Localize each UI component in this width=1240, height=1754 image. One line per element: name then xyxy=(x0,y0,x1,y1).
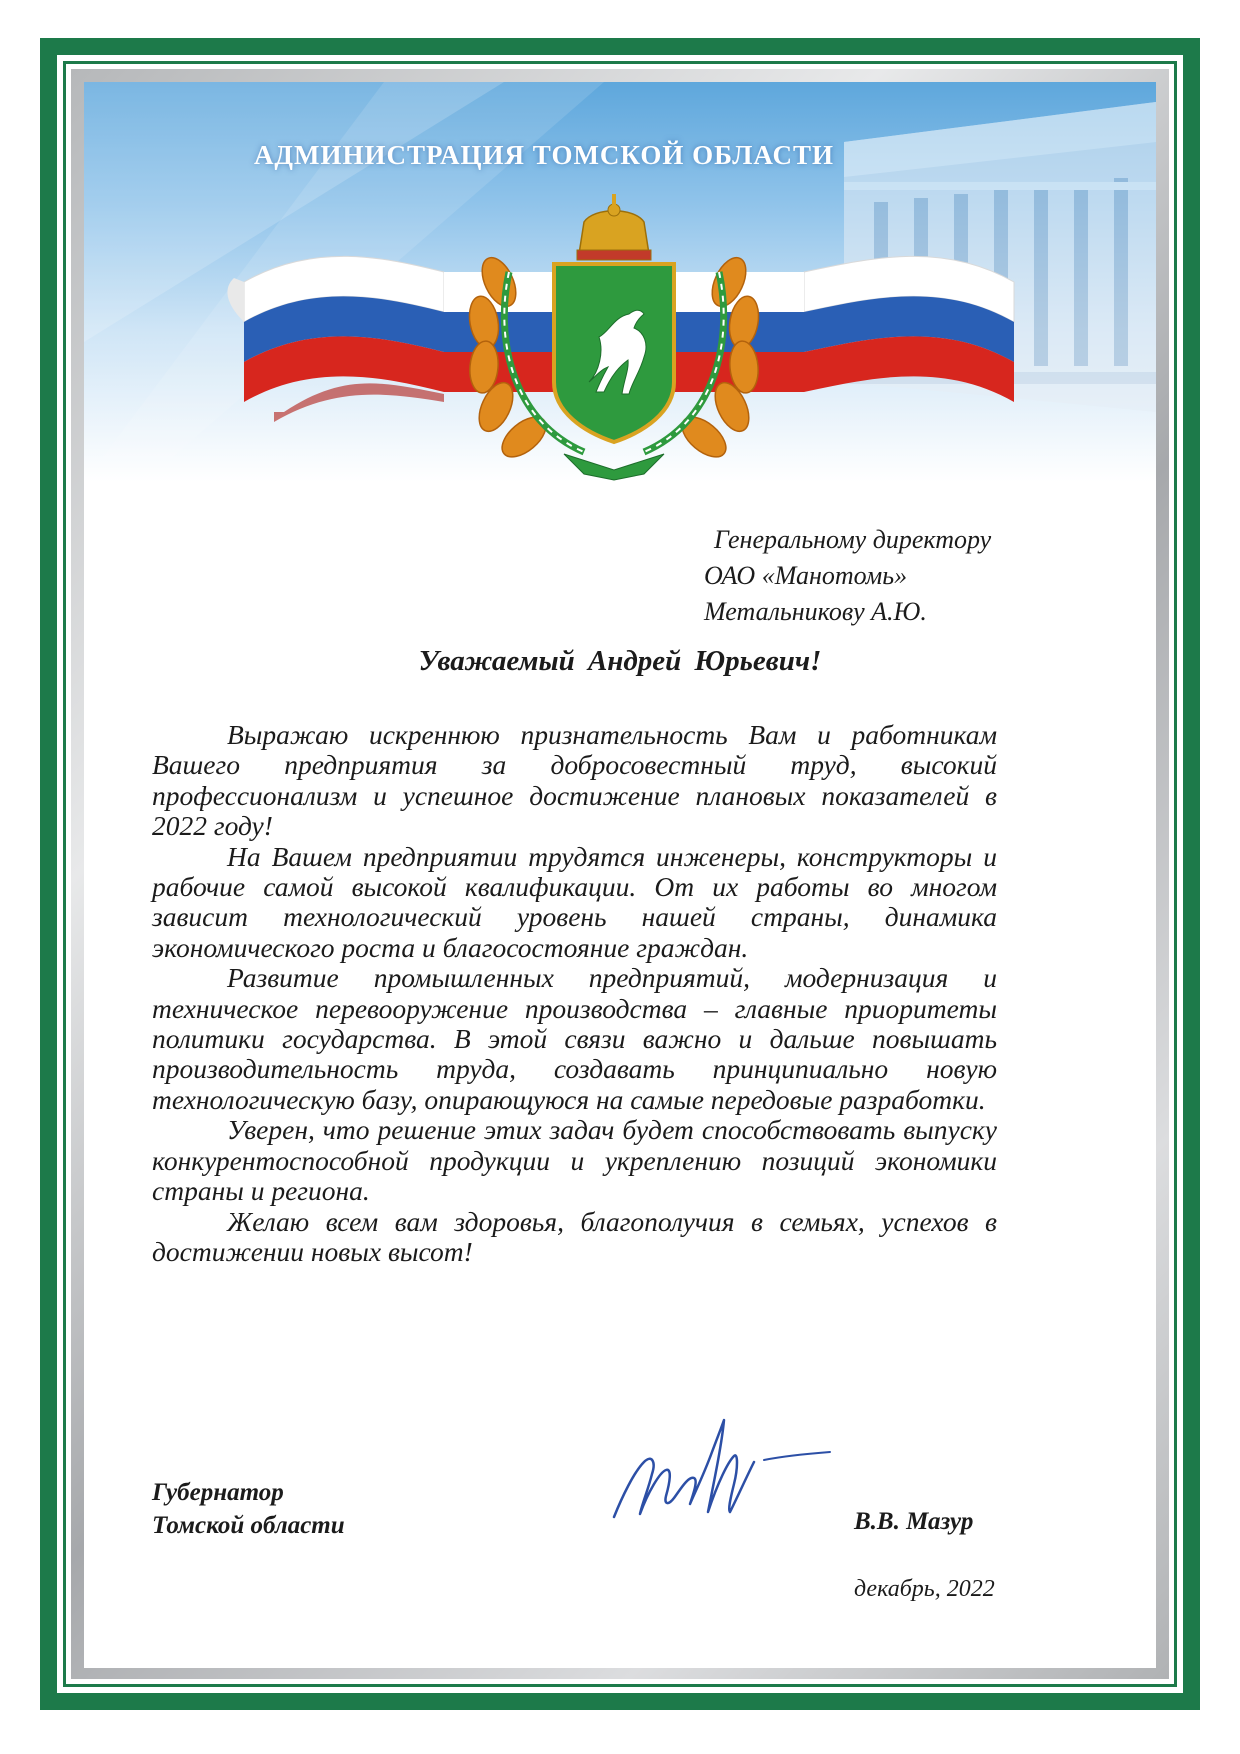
paragraph: Уверен, что решение этих задач будет способствовать выпуску конкурентоспособной продукции и укреплению позиций экономики страны и региона. xyxy=(152,1114,997,1207)
letter-date: декабрь, 2022 xyxy=(854,1576,995,1602)
addressee-position: Генеральному директору xyxy=(714,525,992,554)
addressee-company: ОАО «Манотомь» xyxy=(704,561,908,590)
letter-body xyxy=(152,720,997,1267)
greeting: Уважаемый Андрей Юрьевич! xyxy=(418,645,822,677)
paragraph: На Вашем предприятии трудятся инженеры, конструкторы и рабочие самой высокой квалификации. От их работы во многом зависит технологический уровень нашей страны, динамика экономического роста и благосостояние граждан. xyxy=(152,840,997,963)
signer-position-line2: Томской области xyxy=(152,1512,345,1539)
paragraph: Желаю всем вам здоровья, благополучия в семьях, успехов в достижении новых высот! xyxy=(152,1205,997,1267)
signer-name: В.В. Мазур xyxy=(854,1508,974,1535)
addressee-block xyxy=(704,522,1124,630)
paragraph: Выражаю искреннюю признательность Вам и работникам Вашего предприятия за добросовестный труд, высокий профессионализм и успешное достижение плановых показателей в 2022 году! xyxy=(152,719,997,842)
addressee-name: Метальникову А.Ю. xyxy=(704,597,927,626)
signer-position-line1: Губернатор xyxy=(152,1479,284,1506)
paragraph: Развитие промышленных предприятий, модернизация и техническое перевооружение производства – главные приоритеты политики государства. В этой связи важно и дальше повышать производительность труда, создавать принципиально новую технологическую базу, опирающуюся на самые передовые разработки. xyxy=(152,962,997,1115)
signer-position xyxy=(152,1476,345,1542)
banner-title: АДМИНИСТРАЦИЯ ТОМСКОЙ ОБЛАСТИ xyxy=(253,140,835,170)
handwritten-signature xyxy=(604,1412,834,1532)
letter-page xyxy=(84,82,1156,1668)
header-banner xyxy=(84,82,1156,482)
